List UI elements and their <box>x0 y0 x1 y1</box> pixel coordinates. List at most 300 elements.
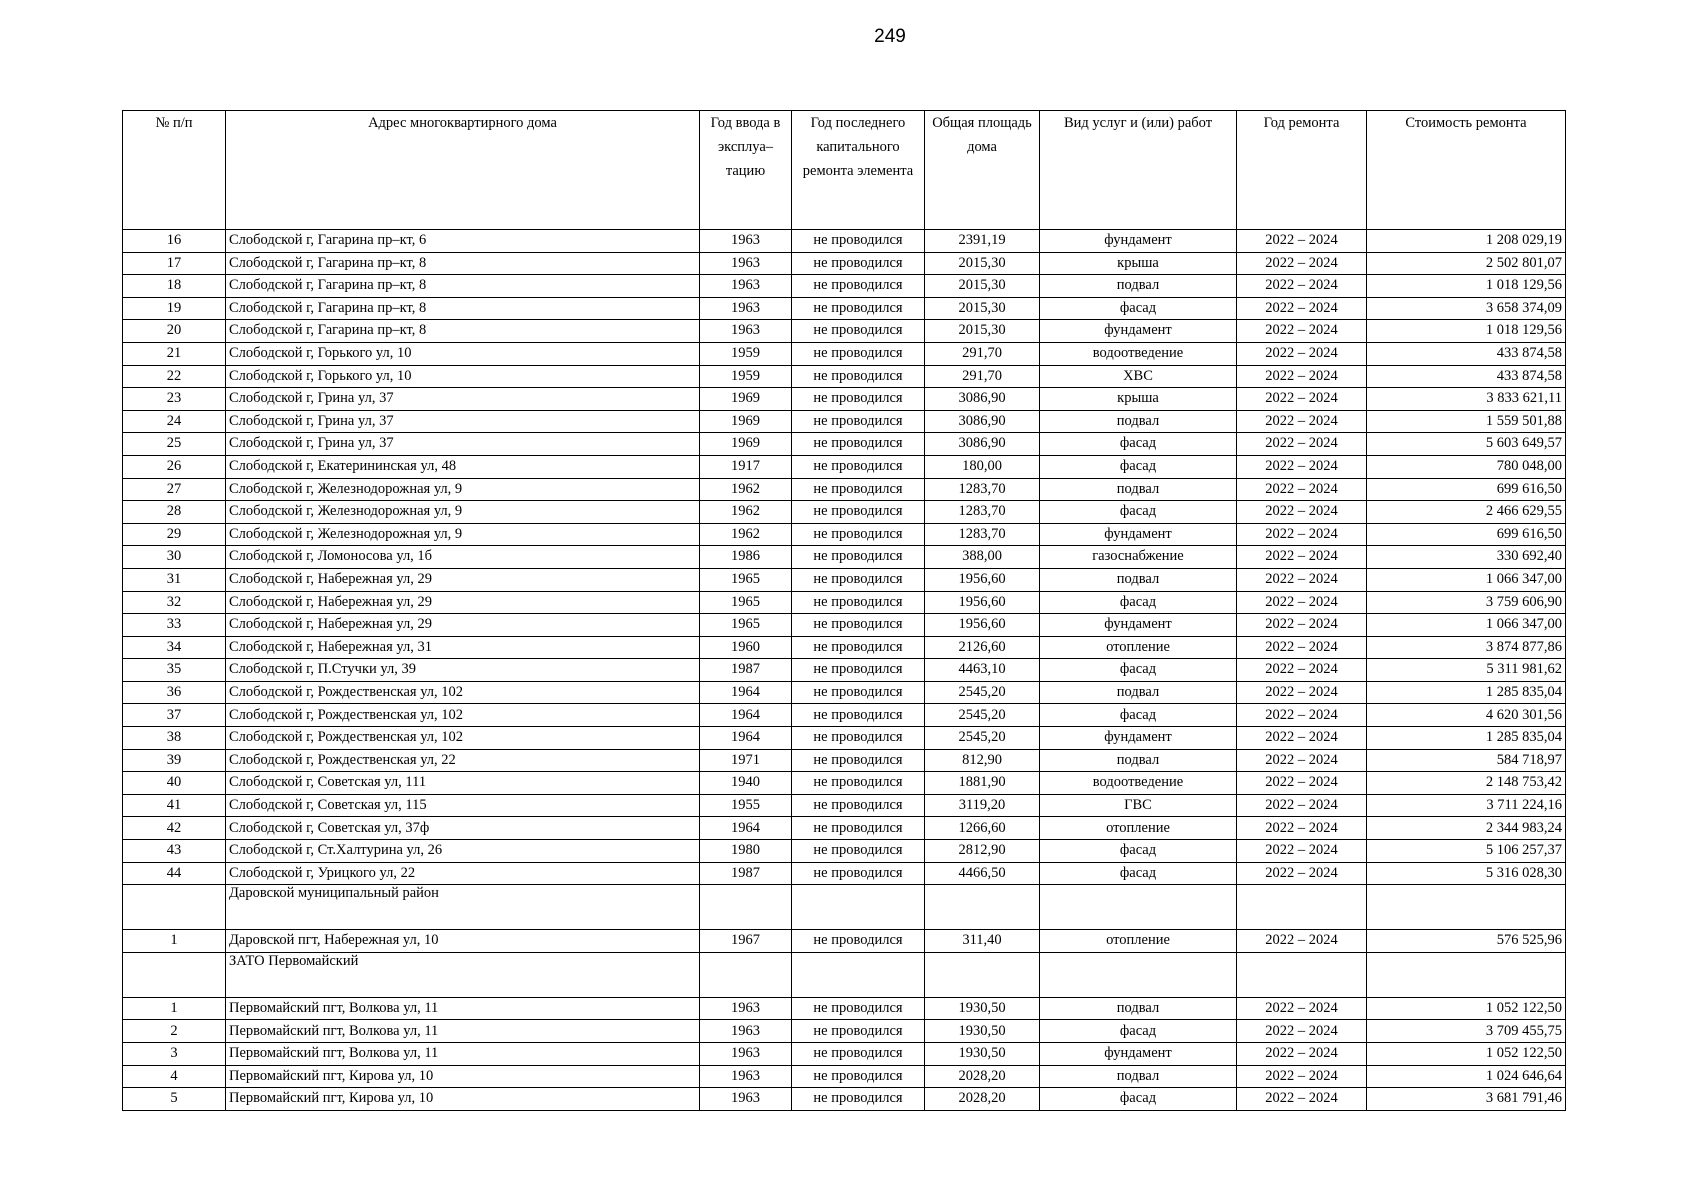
cell-area: 2812,90 <box>925 840 1040 863</box>
header-area: Общая площадь дома <box>925 111 1040 230</box>
cell-year-built: 1964 <box>700 704 792 727</box>
table-row <box>123 478 1566 501</box>
cell-last-repair: не проводился <box>792 546 925 569</box>
cell-area: 1956,60 <box>925 614 1040 637</box>
cell-last-repair: не проводился <box>792 840 925 863</box>
cell-area: 2015,30 <box>925 275 1040 298</box>
table-row <box>123 501 1566 524</box>
cell-repair-year: 2022 – 2024 <box>1237 862 1367 885</box>
cell-last-repair: не проводился <box>792 320 925 343</box>
cell-repair-year: 2022 – 2024 <box>1237 388 1367 411</box>
table-body <box>123 230 1566 1111</box>
cell-year-built: 1964 <box>700 681 792 704</box>
cell-cost: 2 344 983,24 <box>1367 817 1566 840</box>
cell-last-repair: не проводился <box>792 410 925 433</box>
cell-work: подвал <box>1040 749 1237 772</box>
cell-year-built: 1963 <box>700 252 792 275</box>
cell-num: 32 <box>123 591 226 614</box>
cell-year-built: 1963 <box>700 320 792 343</box>
table-row <box>123 1088 1566 1111</box>
cell-address: Слободской г, Грина ул, 37 <box>226 388 700 411</box>
cell-repair-year: 2022 – 2024 <box>1237 614 1367 637</box>
cell-cost: 1 285 835,04 <box>1367 681 1566 704</box>
table-row <box>123 997 1566 1020</box>
cell-last-repair: не проводился <box>792 704 925 727</box>
table-row <box>123 749 1566 772</box>
cell-year-built: 1963 <box>700 1043 792 1066</box>
cell-work: подвал <box>1040 478 1237 501</box>
cell-repair-year: 2022 – 2024 <box>1237 1088 1367 1111</box>
cell-address: Слободской г, Железнодорожная ул, 9 <box>226 501 700 524</box>
cell-cost: 5 316 028,30 <box>1367 862 1566 885</box>
cell-work: подвал <box>1040 275 1237 298</box>
cell-num: 29 <box>123 523 226 546</box>
cell-year-built: 1959 <box>700 342 792 365</box>
cell-cost: 5 603 649,57 <box>1367 433 1566 456</box>
cell-cost: 1 559 501,88 <box>1367 410 1566 433</box>
cell-cost: 5 311 981,62 <box>1367 659 1566 682</box>
cell-num: 28 <box>123 501 226 524</box>
cell-num: 41 <box>123 794 226 817</box>
cell-cost: 3 658 374,09 <box>1367 297 1566 320</box>
cell-last-repair: не проводился <box>792 365 925 388</box>
cell-cost: 3 759 606,90 <box>1367 591 1566 614</box>
section-title: ЗАТО Первомайский <box>226 952 700 997</box>
cell-address: Слободской г, Екатерининская ул, 48 <box>226 455 700 478</box>
cell-year-built: 1917 <box>700 455 792 478</box>
cell-area: 2028,20 <box>925 1065 1040 1088</box>
cell-last-repair: не проводился <box>792 749 925 772</box>
table-row <box>123 1020 1566 1043</box>
cell-num: 27 <box>123 478 226 501</box>
cell-repair-year: 2022 – 2024 <box>1237 1043 1367 1066</box>
cell-last-repair: не проводился <box>792 997 925 1020</box>
cell-last-repair: не проводился <box>792 1043 925 1066</box>
cell-area: 1930,50 <box>925 1020 1040 1043</box>
cell-area: 1283,70 <box>925 523 1040 546</box>
cell-work: водоотведение <box>1040 342 1237 365</box>
header-year-built: Год ввода в эксплуа– тацию <box>700 111 792 230</box>
section-row <box>123 952 1566 997</box>
cell-address: Первомайский пгт, Волкова ул, 11 <box>226 997 700 1020</box>
cell-area: 1283,70 <box>925 478 1040 501</box>
cell-num: 3 <box>123 1043 226 1066</box>
cell-address: Слободской г, Гагарина пр–кт, 8 <box>226 275 700 298</box>
cell-work: фундамент <box>1040 614 1237 637</box>
cell-cost: 780 048,00 <box>1367 455 1566 478</box>
cell-repair-year: 2022 – 2024 <box>1237 478 1367 501</box>
cell-repair-year: 2022 – 2024 <box>1237 930 1367 953</box>
cell-repair-year: 2022 – 2024 <box>1237 297 1367 320</box>
cell-address: Слободской г, Советская ул, 37ф <box>226 817 700 840</box>
cell-repair-year: 2022 – 2024 <box>1237 410 1367 433</box>
cell-cost: 1 052 122,50 <box>1367 1043 1566 1066</box>
cell-address: Первомайский пгт, Кирова ул, 10 <box>226 1088 700 1111</box>
cell-last-repair: не проводился <box>792 659 925 682</box>
cell-work: фасад <box>1040 455 1237 478</box>
cell-area: 1956,60 <box>925 568 1040 591</box>
cell-num: 18 <box>123 275 226 298</box>
cell-address: Слободской г, Гагарина пр–кт, 6 <box>226 230 700 253</box>
cell-num: 24 <box>123 410 226 433</box>
cell-year-built: 1963 <box>700 1020 792 1043</box>
cell-cost: 699 616,50 <box>1367 523 1566 546</box>
cell-repair-year: 2022 – 2024 <box>1237 365 1367 388</box>
table-row <box>123 704 1566 727</box>
cell-num: 21 <box>123 342 226 365</box>
cell-last-repair: не проводился <box>792 523 925 546</box>
cell-num: 35 <box>123 659 226 682</box>
cell-area: 1881,90 <box>925 772 1040 795</box>
cell-year-built: 1962 <box>700 478 792 501</box>
cell-year-built: 1955 <box>700 794 792 817</box>
cell-work: фундамент <box>1040 727 1237 750</box>
cell-cost: 3 709 455,75 <box>1367 1020 1566 1043</box>
cell-area: 1930,50 <box>925 997 1040 1020</box>
cell-num: 1 <box>123 997 226 1020</box>
cell-last-repair: не проводился <box>792 1088 925 1111</box>
cell-work: подвал <box>1040 568 1237 591</box>
cell-cost: 584 718,97 <box>1367 749 1566 772</box>
table-row <box>123 230 1566 253</box>
cell-area: 2545,20 <box>925 727 1040 750</box>
cell-num: 5 <box>123 1088 226 1111</box>
header-last-repair: Год последнего капитального ремонта элемента <box>792 111 925 230</box>
table-row <box>123 681 1566 704</box>
table-row <box>123 840 1566 863</box>
table-row <box>123 772 1566 795</box>
cell-year-built: 1967 <box>700 930 792 953</box>
cell-cost: 1 208 029,19 <box>1367 230 1566 253</box>
cell-year-built: 1963 <box>700 297 792 320</box>
cell-address: Слободской г, Рождественская ул, 102 <box>226 727 700 750</box>
cell-year-built: 1964 <box>700 727 792 750</box>
cell-work: фундамент <box>1040 523 1237 546</box>
section-empty-cell <box>123 952 226 997</box>
cell-year-built: 1963 <box>700 230 792 253</box>
cell-address: Первомайский пгт, Кирова ул, 10 <box>226 1065 700 1088</box>
table-row <box>123 930 1566 953</box>
cell-work: водоотведение <box>1040 772 1237 795</box>
table-row <box>123 410 1566 433</box>
table-row <box>123 794 1566 817</box>
cell-work: фундамент <box>1040 320 1237 343</box>
cell-repair-year: 2022 – 2024 <box>1237 501 1367 524</box>
page-number: 249 <box>874 26 906 47</box>
cell-work: фасад <box>1040 591 1237 614</box>
cell-num: 39 <box>123 749 226 772</box>
table-row <box>123 275 1566 298</box>
table-row <box>123 252 1566 275</box>
cell-area: 3086,90 <box>925 433 1040 456</box>
cell-last-repair: не проводился <box>792 591 925 614</box>
cell-repair-year: 2022 – 2024 <box>1237 704 1367 727</box>
cell-year-built: 1963 <box>700 275 792 298</box>
cell-year-built: 1962 <box>700 501 792 524</box>
cell-work: подвал <box>1040 1065 1237 1088</box>
header-work: Вид услуг и (или) работ <box>1040 111 1237 230</box>
cell-repair-year: 2022 – 2024 <box>1237 275 1367 298</box>
cell-area: 3086,90 <box>925 410 1040 433</box>
cell-last-repair: не проводился <box>792 794 925 817</box>
cell-area: 1283,70 <box>925 501 1040 524</box>
cell-repair-year: 2022 – 2024 <box>1237 568 1367 591</box>
cell-year-built: 1963 <box>700 1065 792 1088</box>
cell-last-repair: не проводился <box>792 297 925 320</box>
cell-cost: 330 692,40 <box>1367 546 1566 569</box>
section-empty-cell <box>792 952 925 997</box>
cell-num: 26 <box>123 455 226 478</box>
table-row <box>123 659 1566 682</box>
cell-address: Слободской г, Горького ул, 10 <box>226 365 700 388</box>
cell-last-repair: не проводился <box>792 817 925 840</box>
cell-area: 311,40 <box>925 930 1040 953</box>
table-row <box>123 1065 1566 1088</box>
cell-address: Слободской г, Ст.Халтурина ул, 26 <box>226 840 700 863</box>
cell-work: отопление <box>1040 817 1237 840</box>
table-row <box>123 455 1566 478</box>
cell-last-repair: не проводился <box>792 433 925 456</box>
table-row <box>123 365 1566 388</box>
cell-num: 40 <box>123 772 226 795</box>
cell-area: 3086,90 <box>925 388 1040 411</box>
cell-last-repair: не проводился <box>792 681 925 704</box>
cell-area: 1930,50 <box>925 1043 1040 1066</box>
cell-address: Слободской г, Советская ул, 111 <box>226 772 700 795</box>
cell-num: 25 <box>123 433 226 456</box>
cell-address: Первомайский пгт, Волкова ул, 11 <box>226 1020 700 1043</box>
cell-year-built: 1964 <box>700 817 792 840</box>
cell-work: газоснабжение <box>1040 546 1237 569</box>
section-empty-cell <box>1237 952 1367 997</box>
table-row <box>123 342 1566 365</box>
cell-last-repair: не проводился <box>792 568 925 591</box>
cell-work: фасад <box>1040 501 1237 524</box>
cell-repair-year: 2022 – 2024 <box>1237 772 1367 795</box>
table-row <box>123 297 1566 320</box>
cell-repair-year: 2022 – 2024 <box>1237 433 1367 456</box>
cell-address: Слободской г, Набережная ул, 29 <box>226 591 700 614</box>
cell-area: 2015,30 <box>925 297 1040 320</box>
table-row <box>123 568 1566 591</box>
cell-repair-year: 2022 – 2024 <box>1237 997 1367 1020</box>
cell-address: Слободской г, Урицкого ул, 22 <box>226 862 700 885</box>
cell-year-built: 1959 <box>700 365 792 388</box>
cell-repair-year: 2022 – 2024 <box>1237 659 1367 682</box>
section-empty-cell <box>700 885 792 930</box>
cell-num: 34 <box>123 636 226 659</box>
cell-last-repair: не проводился <box>792 275 925 298</box>
cell-address: Слободской г, Гагарина пр–кт, 8 <box>226 320 700 343</box>
cell-num: 4 <box>123 1065 226 1088</box>
cell-repair-year: 2022 – 2024 <box>1237 636 1367 659</box>
section-empty-cell <box>1237 885 1367 930</box>
cell-address: Слободской г, П.Стучки ул, 39 <box>226 659 700 682</box>
cell-cost: 3 833 621,11 <box>1367 388 1566 411</box>
cell-num: 19 <box>123 297 226 320</box>
table-row <box>123 523 1566 546</box>
cell-address: Даровской пгт, Набережная ул, 10 <box>226 930 700 953</box>
cell-last-repair: не проводился <box>792 1020 925 1043</box>
cell-work: подвал <box>1040 681 1237 704</box>
cell-repair-year: 2022 – 2024 <box>1237 1020 1367 1043</box>
cell-repair-year: 2022 – 2024 <box>1237 342 1367 365</box>
cell-area: 812,90 <box>925 749 1040 772</box>
cell-last-repair: не проводился <box>792 388 925 411</box>
cell-cost: 1 024 646,64 <box>1367 1065 1566 1088</box>
table-row <box>123 636 1566 659</box>
section-empty-cell <box>1367 885 1566 930</box>
table-row <box>123 727 1566 750</box>
cell-cost: 5 106 257,37 <box>1367 840 1566 863</box>
cell-year-built: 1962 <box>700 523 792 546</box>
cell-address: Слободской г, Горького ул, 10 <box>226 342 700 365</box>
table-row <box>123 433 1566 456</box>
cell-address: Слободской г, Набережная ул, 29 <box>226 568 700 591</box>
cell-last-repair: не проводился <box>792 501 925 524</box>
cell-cost: 1 066 347,00 <box>1367 568 1566 591</box>
section-empty-cell <box>700 952 792 997</box>
cell-cost: 1 052 122,50 <box>1367 997 1566 1020</box>
cell-area: 180,00 <box>925 455 1040 478</box>
cell-num: 23 <box>123 388 226 411</box>
cell-num: 20 <box>123 320 226 343</box>
cell-cost: 3 711 224,16 <box>1367 794 1566 817</box>
cell-cost: 433 874,58 <box>1367 365 1566 388</box>
cell-work: фундамент <box>1040 230 1237 253</box>
table-row <box>123 388 1566 411</box>
section-empty-cell <box>1367 952 1566 997</box>
cell-area: 2028,20 <box>925 1088 1040 1111</box>
cell-last-repair: не проводился <box>792 614 925 637</box>
cell-address: Слободской г, Железнодорожная ул, 9 <box>226 523 700 546</box>
cell-num: 38 <box>123 727 226 750</box>
header-repair-year: Год ремонта <box>1237 111 1367 230</box>
cell-area: 1956,60 <box>925 591 1040 614</box>
section-empty-cell <box>792 885 925 930</box>
cell-year-built: 1986 <box>700 546 792 569</box>
cell-repair-year: 2022 – 2024 <box>1237 546 1367 569</box>
section-empty-cell <box>925 952 1040 997</box>
cell-last-repair: не проводился <box>792 252 925 275</box>
cell-year-built: 1987 <box>700 862 792 885</box>
cell-num: 37 <box>123 704 226 727</box>
cell-work: ХВС <box>1040 365 1237 388</box>
cell-address: Слободской г, Рождественская ул, 102 <box>226 704 700 727</box>
cell-year-built: 1963 <box>700 1088 792 1111</box>
cell-cost: 1 066 347,00 <box>1367 614 1566 637</box>
cell-area: 2545,20 <box>925 704 1040 727</box>
cell-work: фасад <box>1040 659 1237 682</box>
cell-address: Слободской г, Набережная ул, 31 <box>226 636 700 659</box>
cell-address: Слободской г, Ломоносова ул, 1б <box>226 546 700 569</box>
cell-last-repair: не проводился <box>792 230 925 253</box>
section-empty-cell <box>925 885 1040 930</box>
cell-year-built: 1969 <box>700 433 792 456</box>
cell-last-repair: не проводился <box>792 862 925 885</box>
header-num: № п/п <box>123 111 226 230</box>
cell-work: фасад <box>1040 433 1237 456</box>
cell-area: 3119,20 <box>925 794 1040 817</box>
table-row <box>123 591 1566 614</box>
cell-area: 2391,19 <box>925 230 1040 253</box>
cell-repair-year: 2022 – 2024 <box>1237 230 1367 253</box>
cell-work: фасад <box>1040 1088 1237 1111</box>
cell-num: 2 <box>123 1020 226 1043</box>
cell-repair-year: 2022 – 2024 <box>1237 794 1367 817</box>
cell-repair-year: 2022 – 2024 <box>1237 817 1367 840</box>
cell-year-built: 1980 <box>700 840 792 863</box>
cell-repair-year: 2022 – 2024 <box>1237 727 1367 750</box>
cell-work: подвал <box>1040 410 1237 433</box>
cell-address: Слободской г, Гагарина пр–кт, 8 <box>226 252 700 275</box>
table-row <box>123 546 1566 569</box>
cell-repair-year: 2022 – 2024 <box>1237 840 1367 863</box>
cell-address: Первомайский пгт, Волкова ул, 11 <box>226 1043 700 1066</box>
cell-work: крыша <box>1040 388 1237 411</box>
cell-last-repair: не проводился <box>792 772 925 795</box>
cell-repair-year: 2022 – 2024 <box>1237 1065 1367 1088</box>
cell-num: 44 <box>123 862 226 885</box>
cell-year-built: 1940 <box>700 772 792 795</box>
cell-address: Слободской г, Грина ул, 37 <box>226 410 700 433</box>
cell-last-repair: не проводился <box>792 727 925 750</box>
cell-year-built: 1963 <box>700 997 792 1020</box>
cell-cost: 699 616,50 <box>1367 478 1566 501</box>
cell-address: Слободской г, Железнодорожная ул, 9 <box>226 478 700 501</box>
cell-area: 1266,60 <box>925 817 1040 840</box>
section-empty-cell <box>1040 885 1237 930</box>
cell-area: 388,00 <box>925 546 1040 569</box>
table-header <box>123 111 1566 230</box>
header-row <box>123 111 1566 230</box>
header-cost: Стоимость ремонта <box>1367 111 1566 230</box>
cell-address: Слободской г, Рождественская ул, 102 <box>226 681 700 704</box>
cell-address: Слободской г, Гагарина пр–кт, 8 <box>226 297 700 320</box>
cell-year-built: 1987 <box>700 659 792 682</box>
cell-address: Слободской г, Рождественская ул, 22 <box>226 749 700 772</box>
cell-address: Слободской г, Набережная ул, 29 <box>226 614 700 637</box>
cell-address: Слободской г, Грина ул, 37 <box>226 433 700 456</box>
cell-num: 31 <box>123 568 226 591</box>
cell-area: 4463,10 <box>925 659 1040 682</box>
cell-repair-year: 2022 – 2024 <box>1237 681 1367 704</box>
cell-cost: 1 018 129,56 <box>1367 275 1566 298</box>
cell-work: отопление <box>1040 636 1237 659</box>
table-row <box>123 862 1566 885</box>
table-row <box>123 614 1566 637</box>
cell-last-repair: не проводился <box>792 930 925 953</box>
cell-year-built: 1969 <box>700 410 792 433</box>
cell-num: 36 <box>123 681 226 704</box>
cell-area: 2545,20 <box>925 681 1040 704</box>
cell-work: фасад <box>1040 704 1237 727</box>
cell-repair-year: 2022 – 2024 <box>1237 320 1367 343</box>
cell-num: 16 <box>123 230 226 253</box>
cell-last-repair: не проводился <box>792 478 925 501</box>
repair-table <box>122 110 1566 1111</box>
cell-work: фасад <box>1040 297 1237 320</box>
section-empty-cell <box>123 885 226 930</box>
cell-cost: 2 466 629,55 <box>1367 501 1566 524</box>
cell-year-built: 1965 <box>700 614 792 637</box>
cell-work: отопление <box>1040 930 1237 953</box>
cell-num: 30 <box>123 546 226 569</box>
cell-repair-year: 2022 – 2024 <box>1237 252 1367 275</box>
cell-area: 2015,30 <box>925 252 1040 275</box>
cell-work: ГВС <box>1040 794 1237 817</box>
cell-num: 1 <box>123 930 226 953</box>
